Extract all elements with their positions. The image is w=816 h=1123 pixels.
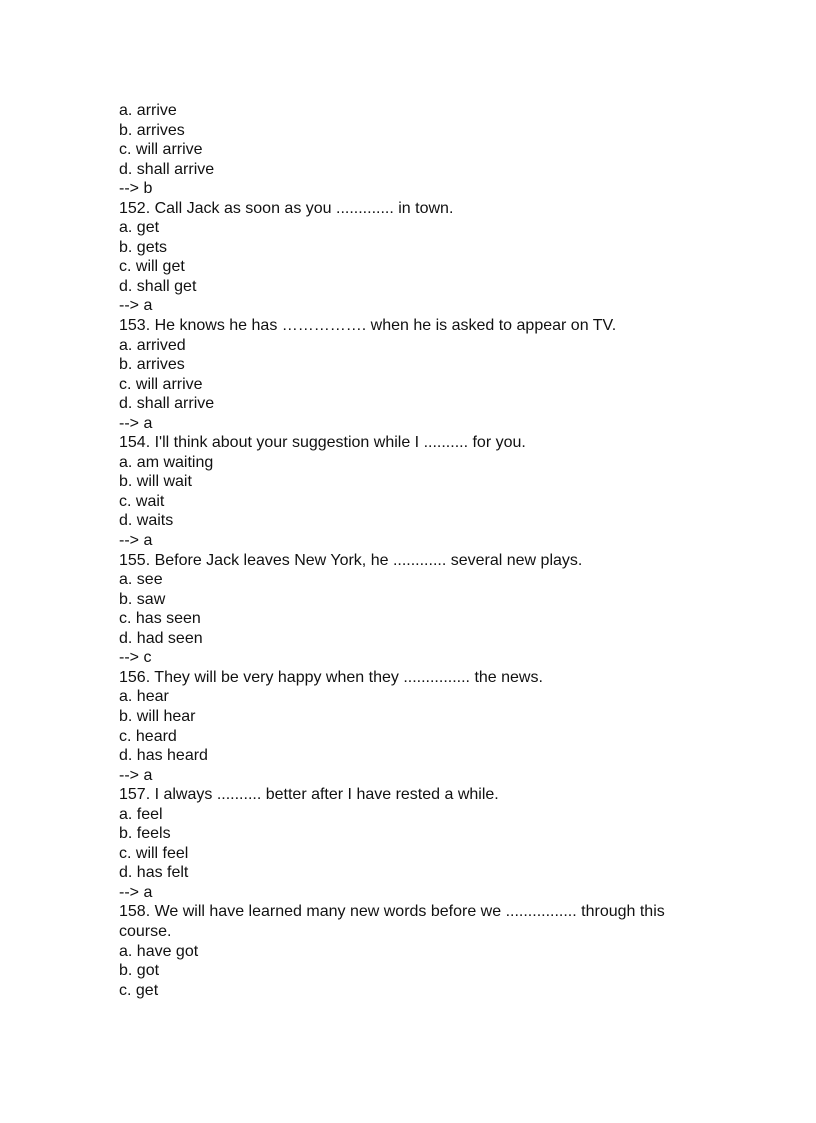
option: b. gets (119, 238, 168, 256)
question-text: 154. I'll think about your suggestion while I .......... for you. (119, 434, 526, 452)
option: c. will arrive (119, 141, 203, 159)
answer: --> a (119, 297, 153, 315)
option: c. will get (119, 258, 185, 276)
question-text: 152. Call Jack as soon as you ............. in town. (119, 199, 454, 217)
question-text: 153. He knows he has ……………. when he is asked to appear on TV. (119, 317, 617, 335)
option: d. shall arrive (119, 395, 215, 413)
question-text: 157. I always .......... better after I have rested a while. (119, 786, 499, 804)
option: c. get (119, 981, 159, 999)
option: b. will hear (119, 707, 196, 725)
option: a. have got (119, 942, 199, 960)
option: d. shall get (119, 277, 197, 295)
answer: --> a (119, 766, 153, 784)
option: a. hear (119, 688, 169, 706)
answer: --> a (119, 883, 153, 901)
option: c. will feel (119, 844, 189, 862)
answer: --> a (119, 414, 153, 432)
option: a. get (119, 219, 160, 237)
question-text: 158. We will have learned many new words before we ................ through this course. (119, 903, 665, 940)
option: d. waits (119, 512, 174, 530)
option: d. has heard (119, 747, 208, 765)
option: b. will wait (119, 473, 192, 491)
question-text: 155. Before Jack leaves New York, he ............ several new plays. (119, 551, 583, 569)
option: a. feel (119, 805, 163, 823)
question-158 (119, 902, 719, 1000)
option: a. see (119, 571, 163, 589)
question-153 (119, 316, 719, 433)
answer: --> a (119, 532, 153, 550)
option: b. got (119, 962, 160, 980)
option: d. has felt (119, 864, 189, 882)
option: d. had seen (119, 629, 203, 647)
question-156 (119, 668, 719, 785)
question-152 (119, 199, 719, 316)
option: c. has seen (119, 610, 201, 628)
option: c. will arrive (119, 375, 203, 393)
option: a. arrive (119, 102, 177, 119)
option: b. arrives (119, 356, 185, 374)
option: a. arrived (119, 336, 186, 354)
option: c. heard (119, 727, 177, 745)
document-page (119, 101, 719, 1000)
question-text: 156. They will be very happy when they ............... the news. (119, 668, 543, 686)
option: b. saw (119, 590, 166, 608)
option: b. arrives (119, 121, 185, 139)
option: b. feels (119, 825, 171, 843)
question-157 (119, 785, 719, 902)
question-154 (119, 433, 719, 550)
option: d. shall arrive (119, 160, 215, 178)
answer: --> c (119, 649, 152, 667)
option: c. wait (119, 492, 165, 510)
option: a. am waiting (119, 453, 214, 471)
leading-block (119, 101, 719, 199)
answer: --> b (119, 180, 153, 198)
question-155 (119, 551, 719, 668)
